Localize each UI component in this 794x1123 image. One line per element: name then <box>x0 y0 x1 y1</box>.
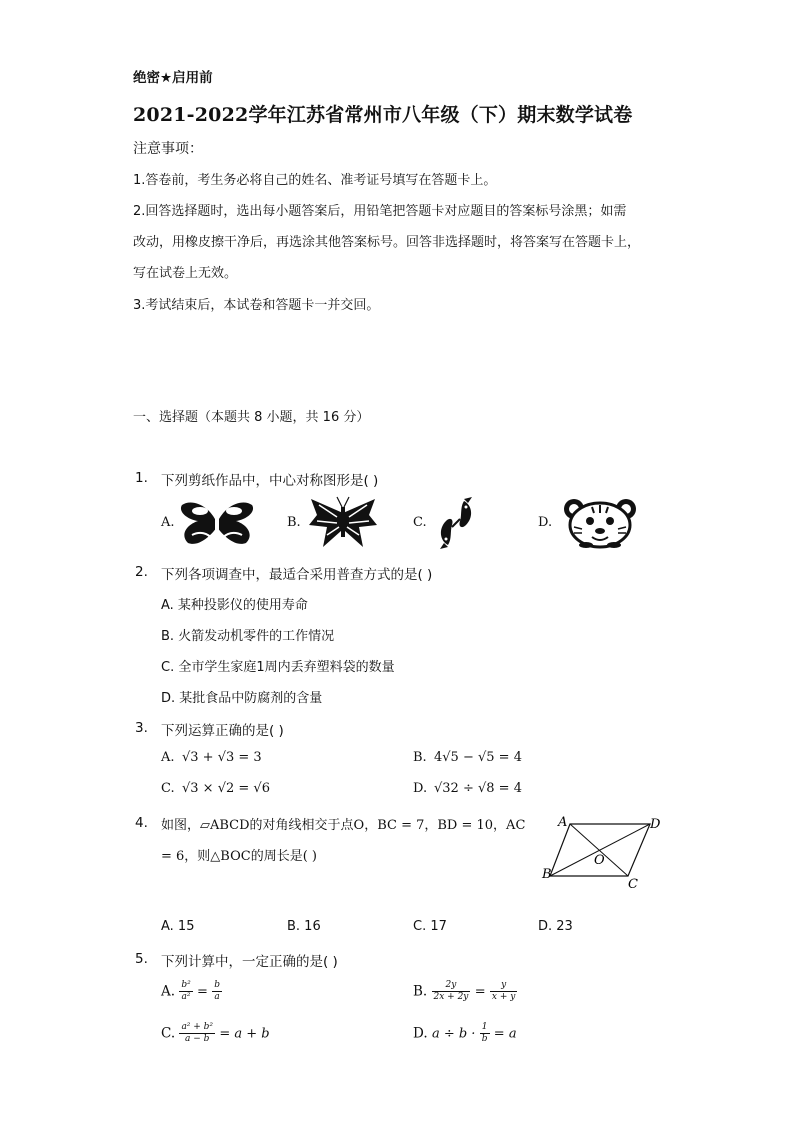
fraction: $\frac{\text{a² + b²}}{a - b}$ <box>181 1022 214 1044</box>
q4-text-line-2: = 6，则△BOC的周长是( ) <box>161 849 317 864</box>
fraction: $\frac{y}{x + y}$ <box>491 980 516 1002</box>
confidential-label: 绝密★启用前 <box>133 70 213 86</box>
q5-option-c <box>161 1022 270 1045</box>
q3-option-d-label: D. <box>413 781 428 796</box>
q5-option-b-label: B. <box>413 983 428 1000</box>
q1-text: 下列剪纸作品中，中心对称图形是( ) <box>161 473 379 489</box>
q5-text: 下列计算中，一定正确的是( ) <box>161 954 338 970</box>
q3-number: 3. <box>135 720 148 736</box>
q4-option-b: B. 16 <box>287 919 321 934</box>
section-title: 一、选择题（本题共 8 小题，共 16 分） <box>133 410 370 425</box>
q3-option-c-label: C. <box>161 781 175 796</box>
q3-text: 下列运算正确的是( ) <box>161 723 284 739</box>
q2-text: 下列各项调查中，最适合采用普查方式的是( ) <box>161 567 433 583</box>
q2-option-d: D. 某批食品中防腐剂的含量 <box>161 691 323 706</box>
q4-text-line-1: 如图，▱ABCD的对角线相交于点O，BC = 7，BD = 10，AC <box>161 818 526 833</box>
notice-item-3: 3.考试结束后，本试卷和答题卡一并交回。 <box>133 298 380 313</box>
parallelogram-figure <box>540 812 670 892</box>
vertex-d-label: D <box>650 817 661 832</box>
q2-option-a: A. 某种投影仪的使用寿命 <box>161 598 308 613</box>
q1-option-d-label: D. <box>538 515 553 530</box>
q4-option-a: A. 15 <box>161 919 195 934</box>
vertex-c-label: C <box>628 877 638 892</box>
tiger-face-icon <box>560 497 640 549</box>
q1-option-b-label: B. <box>287 515 301 530</box>
q3-option-c-expr: √3 × √2 = √6 <box>182 781 270 796</box>
fraction: $\frac{\text{b²}}{\text{a²}}$ <box>181 980 191 1002</box>
notice-item-1: 1.答卷前，考生务必将自己的姓名、准考证号填写在答题卡上。 <box>133 173 497 188</box>
q4-option-d: D. 23 <box>538 919 573 934</box>
q5-option-a: A. $\frac{\text{b²}}{\text{a²}}$ = $\frac{b}{a}$ <box>161 980 220 1002</box>
q1-number: 1. <box>135 470 148 486</box>
q5-option-d-label: D. <box>413 1025 428 1042</box>
q1-option-a-label: A. <box>161 515 175 530</box>
fraction: $\frac{2y}{2x + 2y}$ <box>433 980 469 1002</box>
q2-option-c: C. 全市学生家庭1周内丢弃塑料袋的数量 <box>161 660 395 675</box>
q3-option-a-expr: √3 + √3 = 3 <box>182 750 262 765</box>
swallowtail-butterfly-icon <box>307 495 379 551</box>
fraction: $\frac{1}{b}$ <box>481 1022 488 1044</box>
q3-option-b-expr: 4√5 − √5 = 4 <box>434 750 522 765</box>
q3-option-d-expr: √32 ÷ √8 = 4 <box>434 781 522 796</box>
q5-option-d <box>413 1022 517 1045</box>
q5-option-c-rhs: = a + b <box>219 1026 270 1042</box>
notice-item-2-line-1: 2.回答选择题时，选出每小题答案后，用铅笔把答题卡对应题目的答案标号涂黑；如需 <box>133 204 627 219</box>
q5-option-c-label: C. <box>161 1025 176 1042</box>
fraction: $\frac{b}{a}$ <box>214 980 220 1002</box>
notice-heading: 注意事项： <box>133 141 203 157</box>
q4-number: 4. <box>135 815 148 831</box>
q2-number: 2. <box>135 564 148 580</box>
notice-item-2-line-3: 写在试卷上无效。 <box>133 266 238 281</box>
q1-option-c-label: C. <box>413 515 427 530</box>
q3-option-b-label: B. <box>413 750 427 765</box>
butterfly-papercut-icon <box>178 497 256 549</box>
center-o-label: O <box>594 853 605 868</box>
q5-option-a-label: A. <box>161 983 176 1000</box>
q5-option-d-lhs: a ÷ b · <box>431 1026 476 1042</box>
vertex-a-label: A <box>558 815 568 830</box>
q4-option-c: C. 17 <box>413 919 447 934</box>
notice-item-2-line-2: 改动，用橡皮擦干净后，再选涂其他答案标号。回答非选择题时，将答案写在答题卡上， <box>133 235 641 250</box>
exam-title: 2021-2022学年江苏省常州市八年级（下）期末数学试卷 <box>133 104 633 126</box>
q5-option-b: B. $\frac{2y}{2x + 2y}$ = $\frac{y}{x + y}$ <box>413 980 516 1002</box>
q3-option-a-label: A. <box>161 750 175 765</box>
vertex-b-label: B <box>542 867 552 882</box>
q5-number: 5. <box>135 951 148 967</box>
q2-option-b: B. 火箭发动机零件的工作情况 <box>161 629 335 644</box>
fish-papercut-icon <box>432 497 480 549</box>
q5-option-d-rhs: = a <box>493 1026 517 1042</box>
